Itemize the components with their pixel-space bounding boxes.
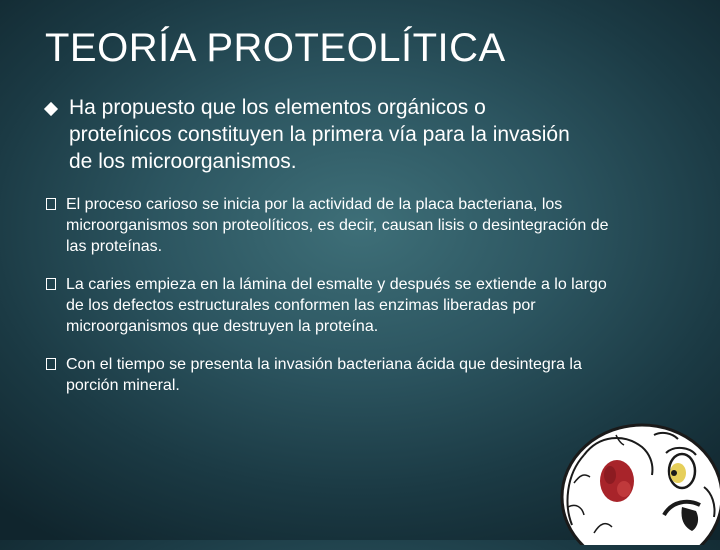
- diamond-bullet-icon: [44, 102, 58, 116]
- sub-bullet-list: [46, 194, 616, 413]
- box-bullet-icon: [46, 198, 56, 210]
- sub-bullet-item: [46, 354, 616, 396]
- box-bullet-icon: [46, 278, 56, 290]
- cartoon-tooth-caries-icon: [554, 415, 720, 545]
- main-bullet-text: Ha propuesto que los elementos orgánicos o proteínicos constituyen la primera vía para la invasión de los microorganismos.: [69, 96, 570, 173]
- main-bullet: [46, 94, 586, 175]
- sub-bullet-item: [46, 274, 616, 337]
- sub-bullet-text: La caries empieza en la lámina del esmalte y después se extiende a lo largo de los defectos estructurales conformen las enzimas liberadas por microorganismos que destruyen la proteína.: [66, 276, 607, 335]
- sub-bullet-text: El proceso carioso se inicia por la actividad de la placa bacteriana, los microorganismos son proteolíticos, es decir, causan lisis o desintegración de las proteínas.: [66, 196, 609, 255]
- slide-title: TEORÍA PROTEOLÍTICA: [45, 26, 506, 70]
- box-bullet-icon: [46, 358, 56, 370]
- sub-bullet-text: Con el tiempo se presenta la invasión bacteriana ácida que desintegra la porción mineral.: [66, 356, 582, 394]
- sub-bullet-item: [46, 194, 616, 257]
